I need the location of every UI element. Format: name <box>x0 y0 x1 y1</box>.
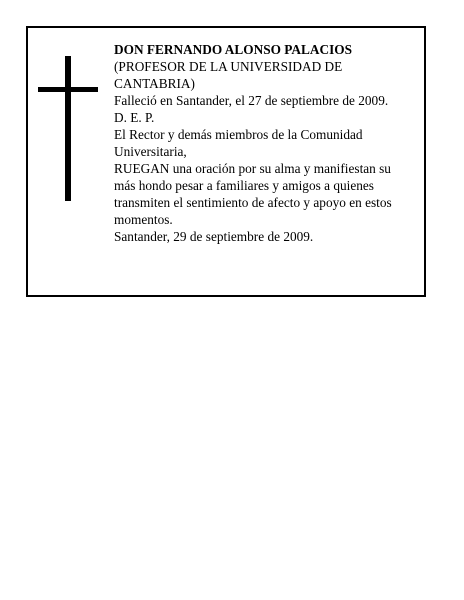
obituary-notice <box>26 26 426 297</box>
cross-vertical-bar <box>65 56 71 201</box>
deceased-name: DON FERNANDO ALONSO PALACIOS <box>114 42 353 57</box>
cross-horizontal-bar <box>38 87 98 92</box>
request-paragraph: RUEGAN una oración por su alma y manifiestan su más hondo pesar a familiares y amigos a quienes transmiten el sentimiento de afecto y apoyo en estos momentos. <box>114 161 392 227</box>
death-announcement: Falleció en Santander, el 27 de septiembre de 2009. <box>114 93 389 108</box>
community-line: El Rector y demás miembros de la Comunidad Universitaria, <box>114 127 363 159</box>
cross-icon <box>38 56 98 201</box>
rip-line: D. E. P. <box>114 110 155 125</box>
notice-text <box>114 41 414 245</box>
deceased-title: (PROFESOR DE LA UNIVERSIDAD DE CANTABRIA) <box>114 59 343 91</box>
notice-date: Santander, 29 de septiembre de 2009. <box>114 229 314 244</box>
